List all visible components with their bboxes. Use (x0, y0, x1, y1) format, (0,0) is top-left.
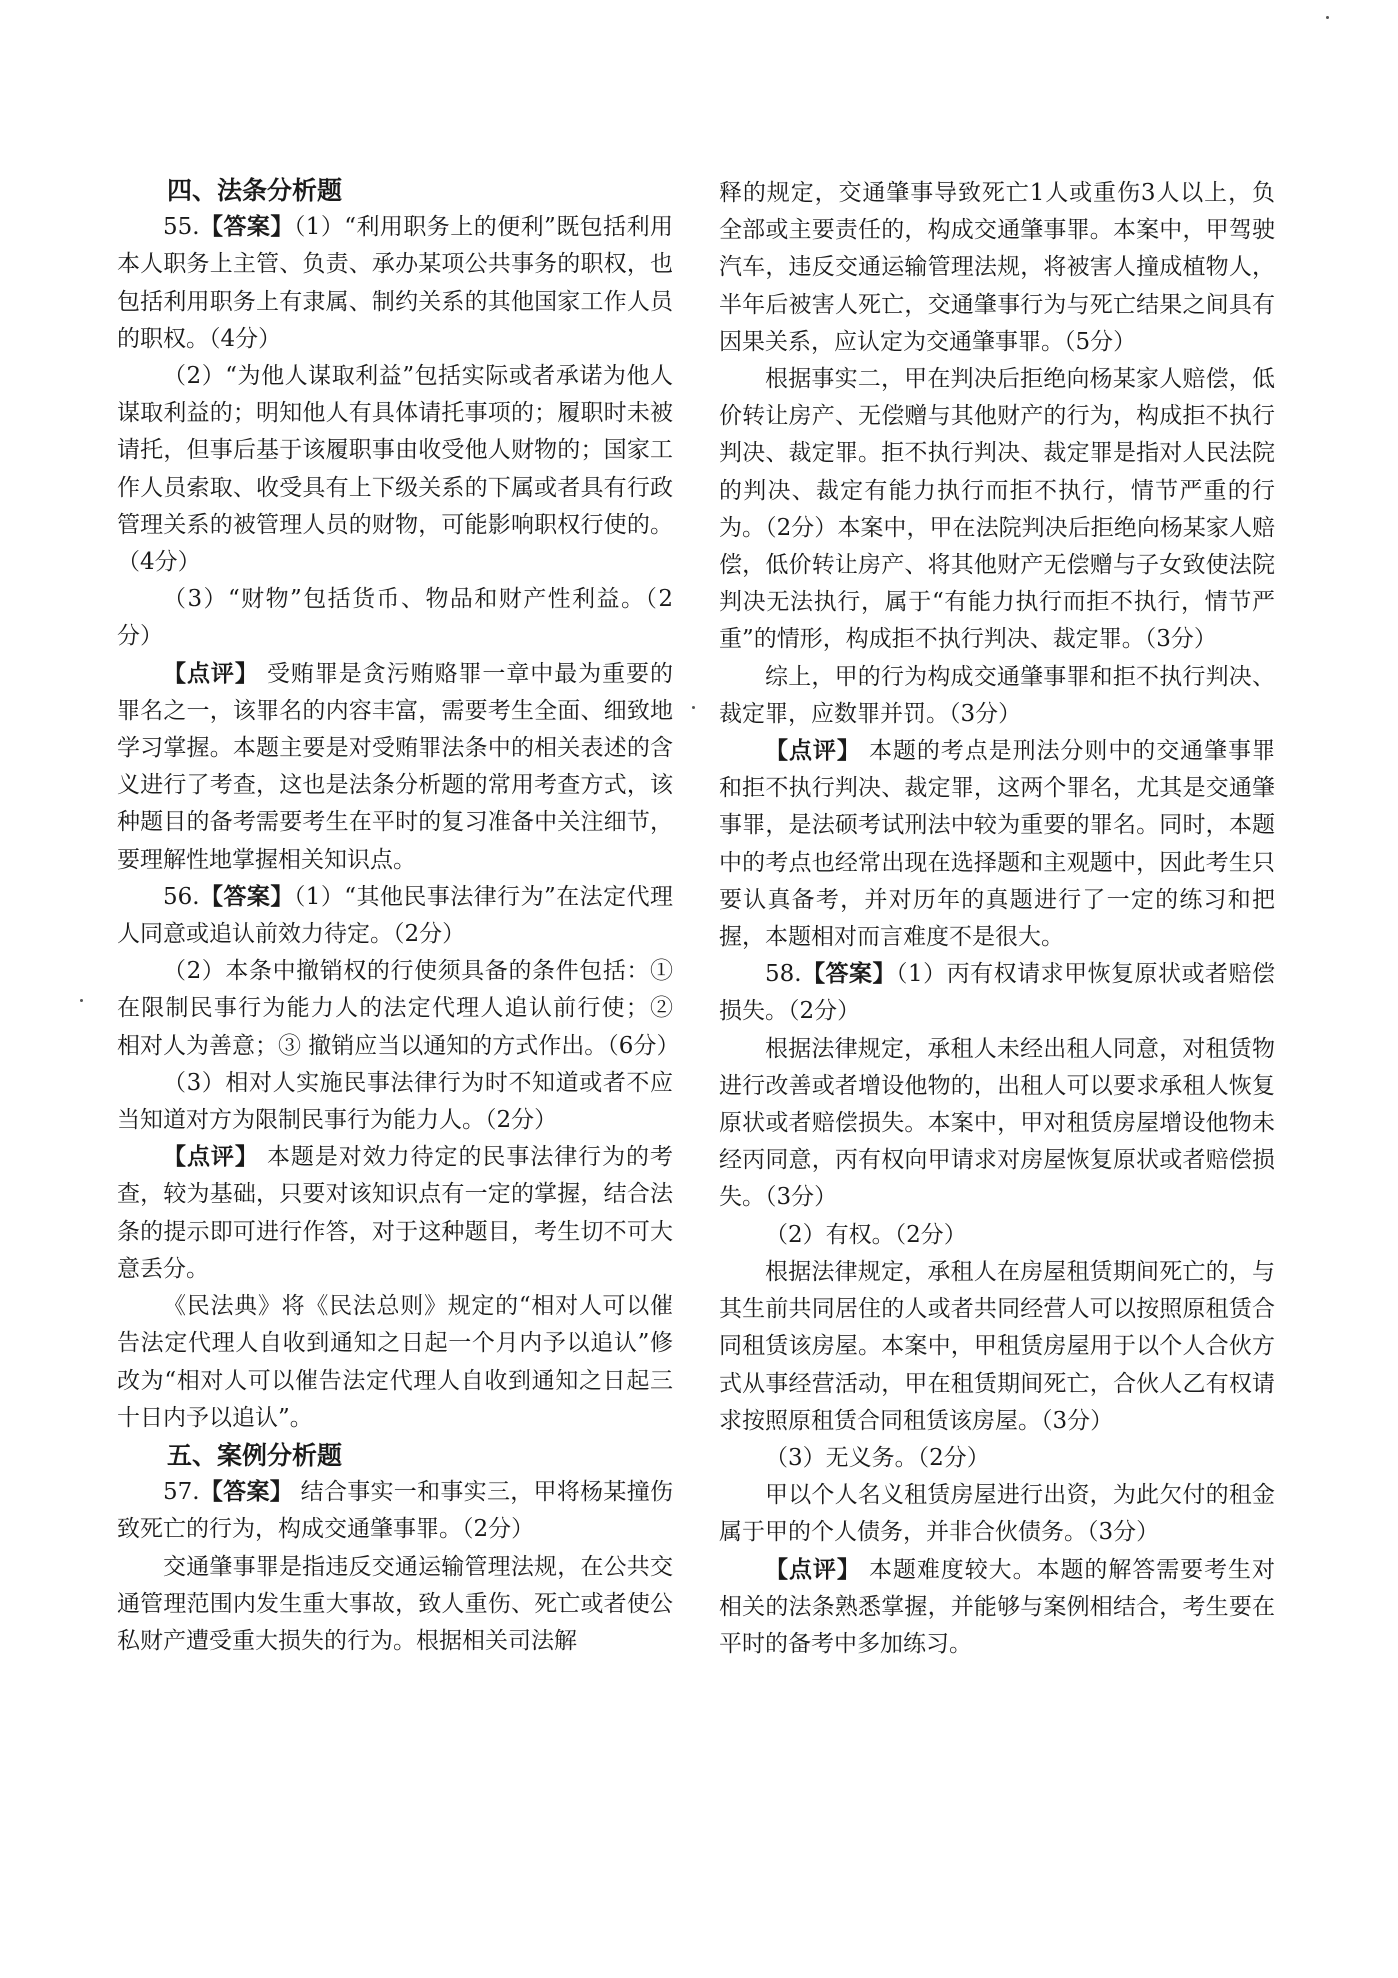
scan-speck (1326, 16, 1329, 19)
paragraph (117, 1549, 673, 1661)
text-run: 本题的考点是刑法分则中的交通肇事罪和拒不执行判决、裁定罪，这两个罪名，尤其是交通肇事罪，是法硕考试刑法中较为重要的罪名。同时，本题中的考点也经常出现在选择题和主观题中，因此考生只要认真备考，并对历年的真题进行了一定的练习和把握，本题相对而言难度不是很大。 (719, 738, 1275, 951)
text-run: 55. (163, 214, 200, 241)
label-tag: 【答案】 (199, 1479, 294, 1506)
text-run: 甲以个人名义租赁房屋进行出资，为此欠付的租金属于甲的个人债务，并非合伙债务。（3分） (719, 1482, 1275, 1546)
paragraph (719, 1031, 1275, 1217)
paragraph (117, 581, 673, 655)
label-tag: 【答案】 (199, 883, 294, 910)
paragraph (719, 1440, 1275, 1477)
text-run: 综上，甲的行为构成交通肇事罪和拒不执行判决、裁定罪，应数罪并罚。（3分） (719, 663, 1275, 727)
paragraph (117, 1474, 673, 1548)
text-run: 交通肇事罪是指违反交通运输管理法规，在公共交通管理范围内发生重大事故，致人重伤、死亡或者使公私财产遭受重大损失的行为。根据相关司法解 (117, 1553, 673, 1654)
text-run: （2）有权。（2分） (765, 1221, 967, 1248)
paragraph (117, 879, 673, 953)
paragraph (117, 1288, 673, 1437)
text-run: （1）“利用职务上的便利”既包括利用本人职务上主管、负责、承办某项公共事务的职权，也包括利用职务上有隶属、制约关系的其他国家工作人员的职权。（4分） (117, 214, 674, 352)
paragraph (117, 953, 680, 1065)
label-tag: 【点评】 (765, 1556, 861, 1583)
text-run: （2）本条中撤销权的行使须具备的条件包括：① 在限制民事行为能力人的法定代理人追认前行使；② 相对人为善意；③ 撤销应当以通知的方式作出。（6分） (117, 958, 680, 1059)
text-run: （3）无义务。（2分） (765, 1444, 990, 1471)
section-heading: 四、法条分析题 (167, 176, 343, 205)
paragraph (117, 209, 673, 358)
text-run: （1）“其他民事法律行为”在法定代理人同意或追认前效力待定。（2分） (117, 883, 674, 948)
text-run: 57. (163, 1479, 200, 1506)
paragraph (719, 1477, 1275, 1551)
label-tag: 【答案】 (801, 961, 897, 988)
paragraph (117, 1139, 673, 1288)
paragraph (719, 1254, 1275, 1440)
text-run: 受贿罪是贪污贿赂罪一章中最为重要的罪名之一，该罪名的内容丰富，需要考生全面、细致地学习掌握。本题主要是对受贿罪法条中的相关表述的含义进行了考查，这也是法条分析题的常用考查方式，该种题目的备考需要考生在平时的复习准备中关注细节，要理解性地掌握相关知识点。 (117, 660, 673, 873)
scan-speck (692, 706, 695, 709)
paragraph (719, 956, 1275, 1030)
text-run: 根据法律规定，承租人未经出租人同意，对租赁物进行改善或者增设他物的，出租人可以要求承租人恢复原状或者赔偿损失。本案中，甲对租赁房屋增设他物未经丙同意，丙有权向甲请求对房屋恢复原状或者赔偿损失。（3分） (719, 1035, 1275, 1211)
paragraph (719, 175, 1275, 361)
text-run: 释的规定，交通肇事导致死亡1人或重伤3人以上，负全部或主要责任的，构成交通肇事罪。本案中，甲驾驶汽车，违反交通运输管理法规，将被害人撞成植物人，半年后被害人死亡，交通肇事行为与死亡结果之间具有因果关系，应认定为交通肇事罪。（5分） (719, 180, 1275, 355)
section-heading: 五、案例分析题 (167, 1440, 343, 1470)
paragraph (719, 361, 1275, 659)
text-run: 56. (163, 883, 200, 910)
paragraph (719, 659, 1275, 733)
paragraph (117, 656, 673, 879)
text-run: 本题难度较大。本题的解答需要考生对相关的法条熟悉掌握，并能够与案例相结合，考生要在平时的备考中多加练习。 (719, 1556, 1275, 1657)
scan-speck (80, 999, 83, 1002)
text-run: 根据法律规定，承租人在房屋租赁期间死亡的，与其生前共同居住的人或者共同经营人可以按照原租赁合同租赁该房屋。本案中，甲租赁房屋用于以个人合伙方式从事经营活动，甲在租赁期间死亡，合伙人乙有权请求按照原租赁合同租赁该房屋。（3分） (719, 1258, 1275, 1434)
text-run: （3）“财物”包括货币、物品和财产性利益。（2分） (117, 586, 673, 650)
right-column (719, 175, 1275, 1663)
text-run: 结合事实一和事实三，甲将杨某撞伤致死亡的行为，构成交通肇事罪。（2分） (117, 1479, 674, 1543)
text-run: （2）“为他人谋取利益”包括实际或者承诺为他人谋取利益的；明知他人有具体请托事项的；履职时未被请托，但事后基于该履职事由收受他人财物的；国家工作人员索取、收受具有上下级关系的下属或者具有行政管理关系的被管理人员的财物，可能影响职权行使的。（4分） (117, 363, 673, 576)
text-run: 《民法典》将《民法总则》规定的“相对人可以催告法定代理人自收到通知之日起一个月内予以追认”修改为“相对人可以催告法定代理人自收到通知之日起三十日内予以追认”。 (117, 1293, 673, 1431)
text-run: 本题是对效力待定的民事法律行为的考查，较为基础，只要对该知识点有一定的掌握，结合法条的提示即可进行作答，对于这种题目，考生切不可大意丢分。 (117, 1144, 673, 1282)
text-run: 根据事实二，甲在判决后拒绝向杨某家人赔偿，低价转让房产、无偿赠与其他财产的行为，构成拒不执行判决、裁定罪。拒不执行判决、裁定罪是指对人民法院的判决、裁定有能力执行而拒不执行，情节严重的行为。（2分）本案中，甲在法院判决后拒绝向杨某家人赔偿，低价转让房产、将其他财产无偿赠与子女致使法院判决无法执行，属于“有能力执行而拒不执行，情节严重”的情形，构成拒不执行判决、裁定罪。（3分） (719, 366, 1275, 653)
text-run: （1）丙有权请求甲恢复原状或者赔偿损失。（2分） (719, 961, 1275, 1025)
label-tag: 【点评】 (163, 1144, 259, 1171)
label-tag: 【点评】 (163, 660, 259, 687)
paragraph (117, 1065, 673, 1139)
left-column (117, 172, 680, 1660)
text-run: 58. (765, 961, 802, 988)
paragraph (719, 1217, 1275, 1254)
text-run: （3）相对人实施民事法律行为时不知道或者不应当知道对方为限制民事行为能力人。（2分） (117, 1069, 673, 1134)
paragraph (719, 733, 1275, 956)
label-tag: 【点评】 (765, 738, 861, 765)
paragraph (117, 358, 673, 581)
label-tag: 【答案】 (199, 214, 294, 241)
paragraph (719, 1552, 1275, 1664)
